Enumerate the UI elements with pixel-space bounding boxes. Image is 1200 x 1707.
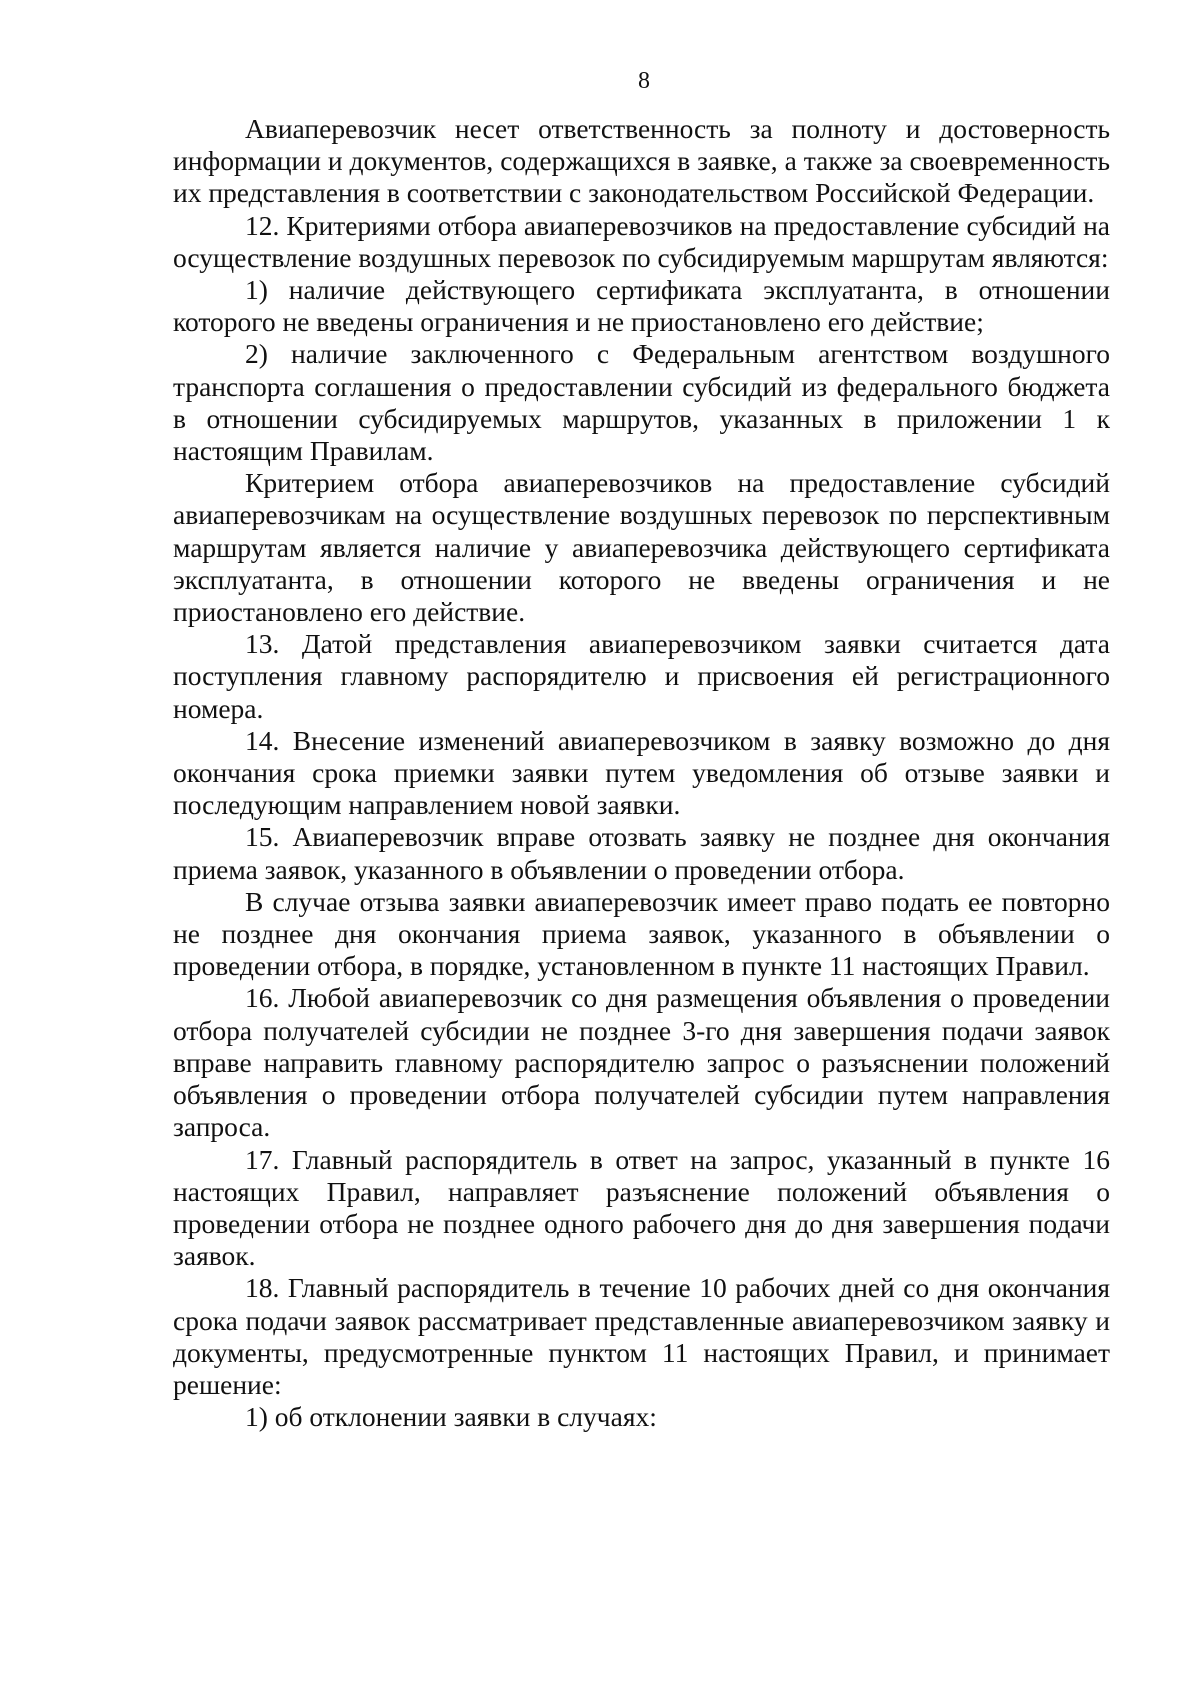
paragraph-perspective-routes-criterion: Критерием отбора авиаперевозчиков на предоставление субсидий авиаперевозчикам на осуществление воздушных перевозок по перспективным маршрутам является наличие у авиаперевозчика действующего сертификата эксплуатанта, в отношении которого не введены ограничения и не приостановлено его действие. xyxy=(173,467,1110,628)
paragraph-15: 15. Авиаперевозчик вправе отозвать заявку не позднее дня окончания приема заявок, указанного в объявлении о проведении отбора. xyxy=(173,821,1110,885)
paragraph-12-item-2: 2) наличие заключенного с Федеральным агентством воздушного транспорта соглашения о предоставлении субсидий из федерального бюджета в отношении субсидируемых маршрутов, указанных в приложении 1 к настоящим Правилам. xyxy=(173,338,1110,467)
paragraph-15-withdrawal: В случае отзыва заявки авиаперевозчик имеет право подать ее повторно не позднее дня окончания приема заявок, указанного в объявлении о проведении отбора, в порядке, установленном в пункте 11 настоящих Правил. xyxy=(173,885,1110,982)
paragraph-18: 18. Главный распорядитель в течение 10 рабочих дней со дня окончания срока подачи заявок рассматривает представленные авиаперевозчиком заявку и документы, предусмотренные пунктом 11 настоящих Правил, и принимает решение: xyxy=(173,1272,1110,1400)
paragraph-17: 17. Главный распорядитель в ответ на запрос, указанный в пункте 16 настоящих Правил, направляет разъяснение положений объявления о проведении отбора не позднее одного рабочего дня до дня завершения подачи заявок. xyxy=(173,1143,1110,1272)
paragraph-12-item-1: 1) наличие действующего сертификата эксплуатанта, в отношении которого не введены ограничения и не приостановлено его действие; xyxy=(173,274,1110,338)
paragraph-14: 14. Внесение изменений авиаперевозчиком в заявку возможно до дня окончания срока приемки заявки путем уведомления об отзыве заявки и последующим направлением новой заявки. xyxy=(173,724,1110,821)
paragraph-12-selection-criteria: 12. Критериями отбора авиаперевозчиков на предоставление субсидий на осуществление воздушных перевозок по субсидируемым маршрутам являются: xyxy=(173,209,1110,273)
paragraph-16: 16. Любой авиаперевозчик со дня размещения объявления о проведении отбора получателей субсидии не позднее 3-го дня завершения подачи заявок вправе направить главному распорядителю запрос о разъяснении положений объявления о проведении отбора получателей субсидии путем направления запроса. xyxy=(173,982,1110,1143)
document-body xyxy=(173,113,1110,1433)
page-number: 8 xyxy=(638,68,650,94)
paragraph-13: 13. Датой представления авиаперевозчиком заявки считается дата поступления главному распорядителю и присвоения ей регистрационного номера. xyxy=(173,628,1110,724)
paragraph-carrier-responsibility: Авиаперевозчик несет ответственность за полноту и достоверность информации и документов, содержащихся в заявке, а также за своевременность их представления в соответствии с законодательством Российской Федерации. xyxy=(173,113,1110,209)
paragraph-18-item-1: 1) об отклонении заявки в случаях: xyxy=(245,1401,657,1433)
